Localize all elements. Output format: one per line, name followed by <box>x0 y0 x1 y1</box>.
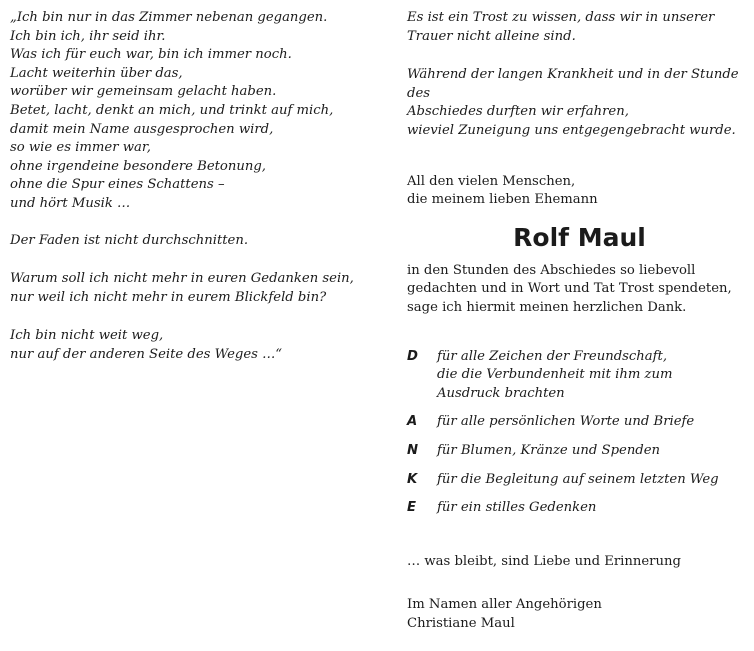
remains-line: … was bleibt, sind Liebe und Erinnerung <box>407 553 681 569</box>
acrostic-text <box>437 348 752 404</box>
acrostic-letter: N <box>407 442 419 458</box>
question-stanza <box>10 270 370 307</box>
acrostic-line: die die Verbundenheit mit ihm zum <box>437 367 673 383</box>
poem-line: damit mein Name ausgesprochen wird, <box>10 121 274 137</box>
question-line: Warum soll ich nicht mehr in euren Gedanken sein, <box>10 271 354 287</box>
acrostic-list <box>407 348 752 518</box>
acrostic-item-d <box>407 348 752 404</box>
illness-line: wieviel Zuneigung uns entgegengebracht wurde. <box>407 122 736 138</box>
poem-line: Lacht weiterhin über das, <box>10 65 183 81</box>
acrostic-item-a <box>407 413 752 432</box>
comfort-line: Trauer nicht alleine sind. <box>407 28 576 44</box>
thanks-paragraph <box>407 262 752 318</box>
acrostic-item-k <box>407 471 752 490</box>
thanks-column <box>407 9 752 633</box>
acrostic-letter: K <box>407 471 418 487</box>
poem-line: Betet, lacht, denkt an mich, und trinkt auf mich, <box>10 102 334 118</box>
poem-line: Was ich für euch war, bin ich immer noch. <box>10 47 292 63</box>
acrostic-letter: D <box>407 348 418 364</box>
thread-line: Der Faden ist nicht durchschnitten. <box>10 232 249 248</box>
acrostic-text: für die Begleitung auf seinem letzten Weg <box>437 471 719 487</box>
acrostic-text: für Blumen, Kränze und Spenden <box>437 442 661 458</box>
acrostic-text: für alle persönlichen Worte und Briefe <box>437 414 695 430</box>
deceased-name: Rolf Maul <box>513 222 646 252</box>
intro-line: die meinem lieben Ehemann <box>407 192 598 208</box>
signature-line: Christiane Maul <box>407 615 515 631</box>
acrostic-letter: E <box>407 500 417 516</box>
thanks-line: gedachten und in Wort und Tat Trost spendeten, <box>407 281 732 297</box>
poem-line: ohne die Spur eines Schattens – <box>10 177 225 193</box>
comfort-paragraph <box>407 9 752 46</box>
closing-line: nur auf der anderen Seite des Weges …“ <box>10 346 283 362</box>
poem-line: Ich bin ich, ihr seid ihr. <box>10 28 166 44</box>
poem-line: so wie es immer war, <box>10 140 151 156</box>
intro-line: All den vielen Menschen, <box>407 173 576 189</box>
acrostic-letter: A <box>407 414 418 430</box>
intro-paragraph <box>407 173 752 210</box>
illness-line: Während der langen Krankheit und in der Stunde des <box>407 67 739 101</box>
acrostic-item-e <box>407 499 752 518</box>
illness-line: Abschiedes durften wir erfahren, <box>407 104 629 120</box>
poem-line: ohne irgendeine besondere Betonung, <box>10 158 266 174</box>
thanks-line: sage ich hiermit meinen herzlichen Dank. <box>407 299 687 315</box>
closing-line: Ich bin nicht weit weg, <box>10 328 164 344</box>
signature-block <box>407 596 752 633</box>
closing-stanza <box>10 327 370 364</box>
comfort-line: Es ist ein Trost zu wissen, dass wir in unserer <box>407 10 715 25</box>
poem-line: und hört Musik … <box>10 195 131 211</box>
acrostic-text: für ein stilles Gedenken <box>437 500 597 516</box>
acrostic-line: Ausdruck brachten <box>437 385 565 401</box>
poem-line: „Ich bin nur in das Zimmer nebenan gegangen. <box>10 10 328 25</box>
thanks-line: in den Stunden des Abschiedes so liebevoll <box>407 262 696 278</box>
illness-paragraph <box>407 66 752 140</box>
poem-column <box>10 9 370 365</box>
poem-stanza <box>10 9 370 214</box>
acrostic-line: für alle Zeichen der Freundschaft, <box>437 348 668 364</box>
question-line: nur weil ich nicht mehr in eurem Blickfeld bin? <box>10 289 327 305</box>
poem-line: worüber wir gemeinsam gelacht haben. <box>10 84 277 100</box>
acrostic-item-n <box>407 442 752 461</box>
signature-line: Im Namen aller Angehörigen <box>407 597 602 613</box>
